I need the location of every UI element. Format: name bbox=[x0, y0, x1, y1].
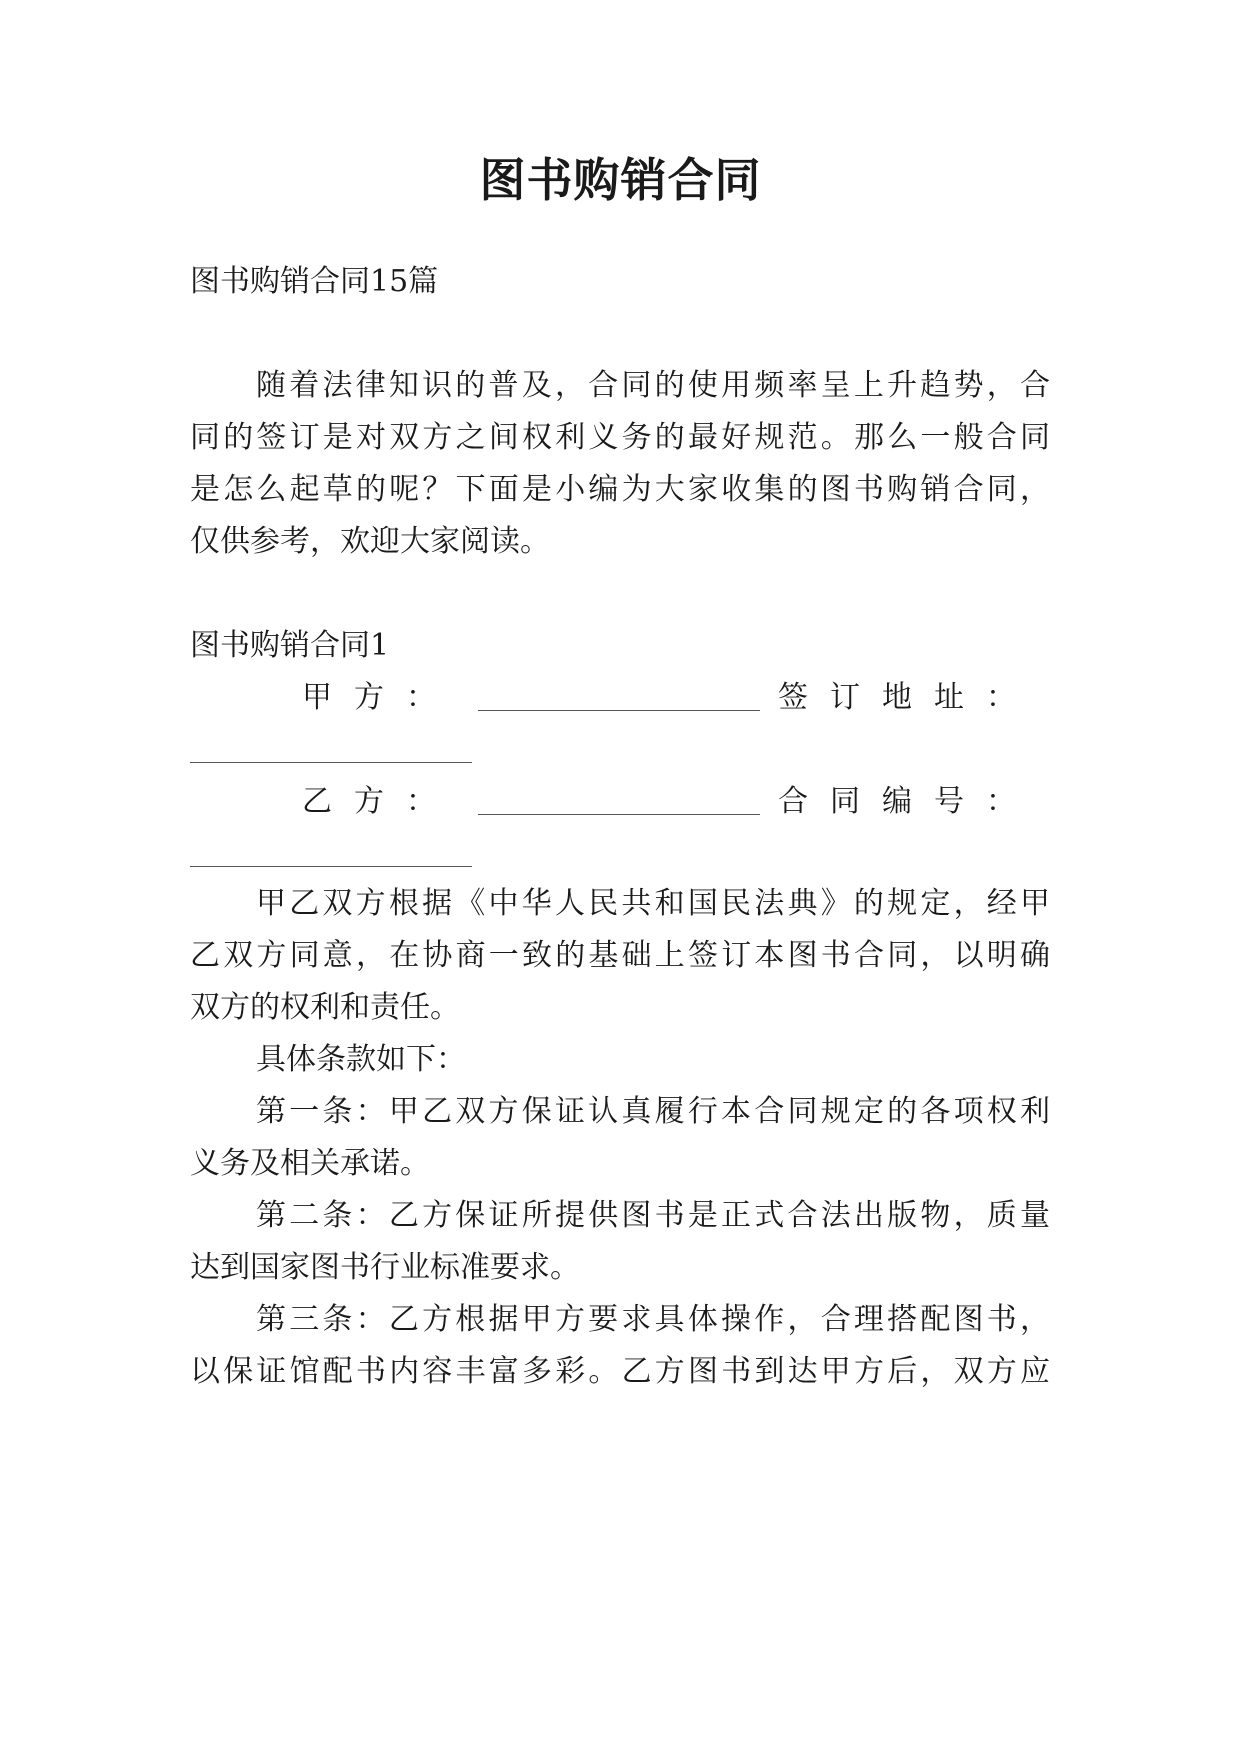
intro-line-3: 是怎么起草的呢？下面是小编为大家收集的图书购销合同， bbox=[190, 472, 1050, 507]
article-3-line-1: 第三条：乙方根据甲方要求具体操作，合理搭配图书， bbox=[256, 1302, 1050, 1337]
intro-line-1: 随着法律知识的普及，合同的使用频率呈上升趋势，合 bbox=[256, 368, 1050, 403]
party-a-label: 甲方： bbox=[302, 680, 458, 715]
preamble-line-3: 双方的权利和责任。 bbox=[190, 990, 460, 1025]
article-2-line-2: 达到国家图书行业标准要求。 bbox=[190, 1250, 580, 1285]
article-1-line-2: 义务及相关承诺。 bbox=[190, 1146, 430, 1181]
article-1-line-1: 第一条：甲乙双方保证认真履行本合同规定的各项权利 bbox=[256, 1094, 1050, 1129]
article-3-line-2: 以保证馆配书内容丰富多彩。乙方图书到达甲方后，双方应 bbox=[190, 1354, 1050, 1389]
party-b-contract-no-label: 合同编号： bbox=[778, 784, 1038, 819]
terms-intro: 具体条款如下： bbox=[256, 1042, 466, 1077]
party-b-name-blank[interactable] bbox=[478, 814, 760, 815]
section-heading: 图书购销合同1 bbox=[190, 628, 390, 663]
article-2-line-1: 第二条：乙方保证所提供图书是正式合法出版物，质量 bbox=[256, 1198, 1050, 1233]
party-b-row bbox=[190, 782, 1050, 822]
party-a-row bbox=[190, 678, 1050, 718]
party-a-name-blank[interactable] bbox=[478, 710, 760, 711]
document-subtitle: 图书购销合同15篇 bbox=[190, 264, 439, 299]
party-b-contract-no-blank[interactable] bbox=[190, 866, 472, 867]
party-a-address-label: 签订地址： bbox=[778, 680, 1038, 715]
preamble-line-1: 甲乙双方根据《中华人民共和国民法典》的规定，经甲 bbox=[256, 886, 1050, 921]
intro-line-4: 仅供参考，欢迎大家阅读。 bbox=[190, 524, 550, 559]
party-b-label: 乙方： bbox=[302, 784, 458, 819]
preamble-line-2: 乙双方同意，在协商一致的基础上签订本图书合同，以明确 bbox=[190, 938, 1050, 973]
intro-line-2: 同的签订是对双方之间权利义务的最好规范。那么一般合同 bbox=[190, 420, 1050, 455]
party-a-address-blank[interactable] bbox=[190, 762, 472, 763]
document-title: 图书购销合同 bbox=[479, 153, 762, 207]
